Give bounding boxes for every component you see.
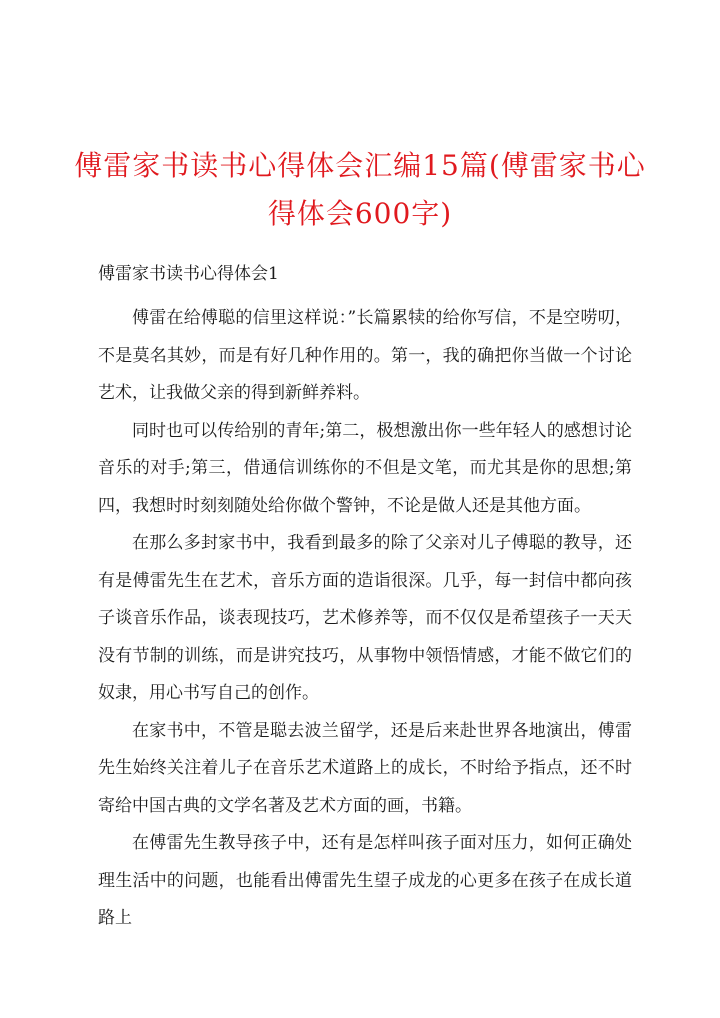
paragraph: 在那么多封家书中，我看到最多的除了父亲对儿子傅聪的教导，还有是傅雷先生在艺术，音乐方面的造诣很深。几乎，每一封信中都向孩子谈音乐作品，谈表现技巧，艺术修养等，而不仅仅是希望孩子一天天没有节制的训练，而是讲究技巧，从事物中领悟情感，才能不做它们的奴隶，用心书写自己的创作。 <box>98 533 632 703</box>
paragraph: 在家书中，不管是聪去波兰留学，还是后来赴世界各地演出，傅雷先生始终关注着儿子在音乐艺术道路上的成长，不时给予指点，还不时寄给中国古典的文学名著及艺术方面的画，书籍。 <box>98 720 632 816</box>
document-title: 傅雷家书读书心得体会汇编15篇(傅雷家书心得体会600字) <box>74 149 646 230</box>
paragraph: 在傅雷先生教导孩子中，还有是怎样叫孩子面对压力，如何正确处理生活中的问题，也能看出傅雷先生望子成龙的心更多在孩子在成长道路上 <box>98 833 632 928</box>
section-heading: 傅雷家书读书心得体会1 <box>98 264 279 284</box>
paragraph: 同时也可以传给别的青年;第二，极想激出你一些年轻人的感想讨论音乐的对手;第三，借通信训练你的不但是文笔，而尤其是你的思想;第四，我想时时刻刻随处给你做个警钟，不论是做人还是其他方面。 <box>98 420 632 516</box>
document-body <box>98 300 632 938</box>
paragraph: 傅雷在给傅聪的信里这样说：”长篇累犊的给你写信，不是空唠叨，不是莫名其妙，而是有好几种作用的。第一，我的确把你当做一个讨论艺术，让我做父亲的得到新鲜养料。 <box>98 308 632 403</box>
